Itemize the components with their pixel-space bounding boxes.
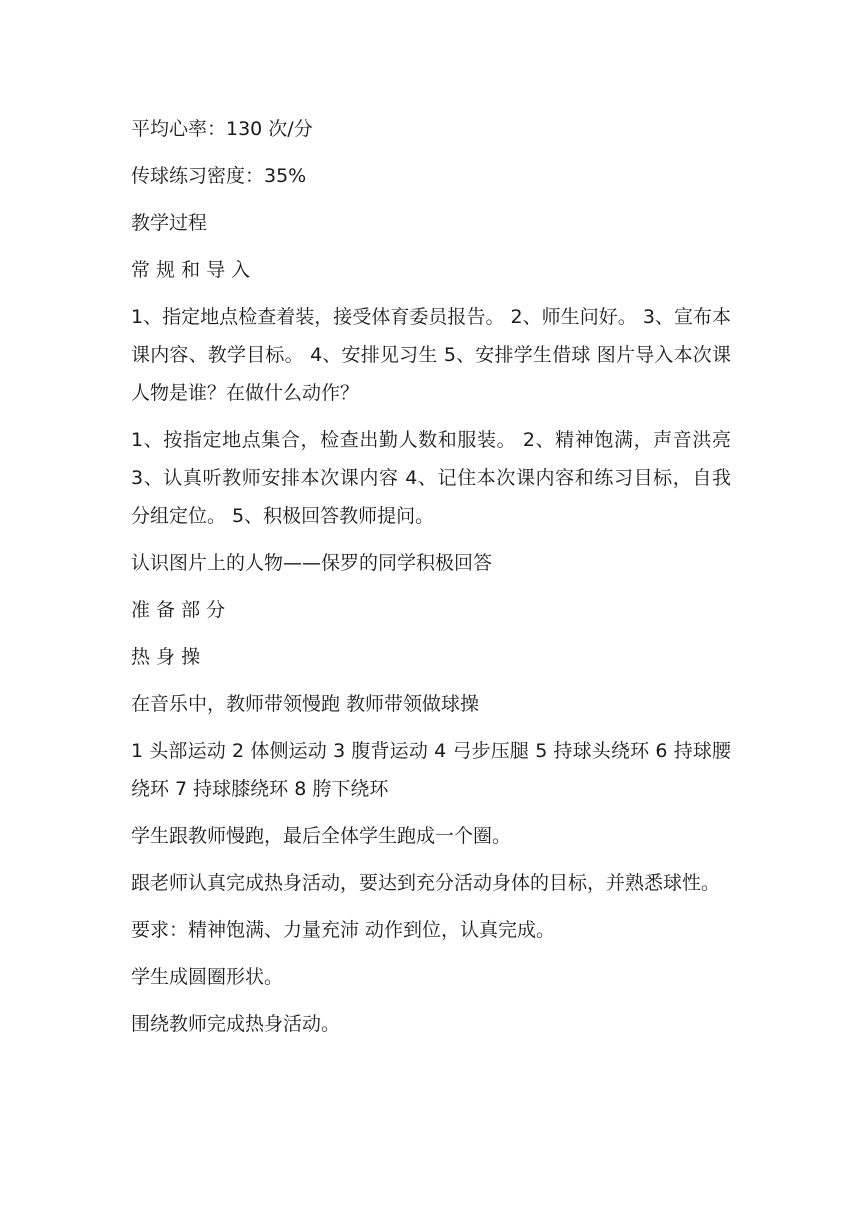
paragraph-teaching-process: 教学过程 (131, 212, 208, 234)
paragraph-around-teacher: 围绕教师完成热身活动。 (131, 1013, 341, 1035)
paragraph-ball-exercises-list: 1 头部运动 2 体侧运动 3 腹背运动 4 弓步压腿 5 持球头绕环 6 持球腰绕环 7 持球膝绕环 8 胯下绕环 (131, 740, 731, 800)
paragraph-heart-rate: 平均心率：130 次/分 (131, 118, 313, 140)
paragraph-warmup-exercise: 热 身 操 (131, 646, 201, 668)
paragraph-pass-density: 传球练习密度：35% (131, 165, 307, 187)
paragraph-requirements: 要求：精神饱满、力量充沛 动作到位，认真完成。 (131, 919, 556, 941)
paragraph-student-routine: 1、按指定地点集合，检查出勤人数和服装。 2、精神饱满，声音洪亮 3、认真听教师安排本次课内容 4、记住本次课内容和练习目标，自我分组定位。 5、积极回答教师提问。 (131, 429, 731, 527)
paragraph-circle-formation: 学生成圆圈形状。 (131, 966, 284, 988)
paragraph-teacher-routine: 1、指定地点检查着装，接受体育委员报告。 2、师生问好。 3、宣布本课内容、教学目标。 4、安排见习生 5、安排学生借球 图片导入本次课 人物是谁？在做什么动作？ (131, 306, 731, 404)
paragraph-music-jog: 在音乐中，教师带领慢跑 教师带领做球操 (131, 693, 480, 715)
paragraph-warmup-goal: 跟老师认真完成热身活动，要达到充分活动身体的目标，并熟悉球性。 (131, 872, 721, 894)
paragraph-preparation-part: 准 备 部 分 (131, 599, 226, 621)
paragraph-picture-recognition: 认识图片上的人物——保罗的同学积极回答 (131, 552, 493, 574)
paragraph-routine-intro: 常 规 和 导 入 (131, 259, 251, 281)
document-body (131, 110, 731, 1052)
paragraph-students-jog: 学生跟教师慢跑，最后全体学生跑成一个圈。 (131, 825, 512, 847)
